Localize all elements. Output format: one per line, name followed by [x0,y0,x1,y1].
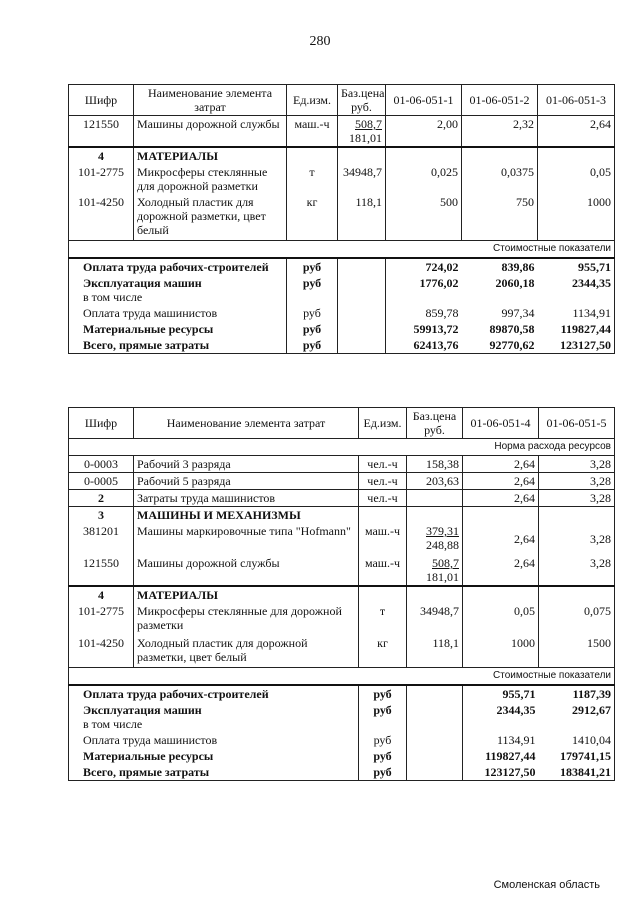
resource-table-2 [68,407,615,781]
page-number: 280 [309,34,331,49]
summary-row: Материальные ресурсы руб 119827,44 179741,15 [69,748,615,764]
col-code-header: Шифр [69,85,134,116]
col-code-1-header: 01-06-051-1 [386,85,462,116]
summary-row: Оплата труда машинистов руб 1134,91 1410,04 [69,732,615,748]
summary-row: Всего, прямые затраты руб 62413,76 92770,62 123127,50 [69,337,615,354]
table-row: 121550 Машины дорожной службы маш.-ч 508,7 181,01 2,64 3,28 [69,555,615,586]
table-row: 121550 Машины дорожной службы маш.-ч 508,7 181,01 2,00 2,32 2,64 [69,116,615,148]
summary-row: Оплата труда рабочих-строителей руб 955,71 1187,39 [69,685,615,702]
summary-row: Оплата труда рабочих-строителей руб 724,02 839,86 955,71 [69,258,615,275]
table-row: 101-4250 Холодный пластик для дорожной разметки, цвет белый кг 118,1 1000 1500 [69,635,615,668]
section-caption-row: Стоимостные показатели [69,241,615,259]
col-code-header: Шифр [69,408,134,439]
table-row: 0-0003 Рабочий 3 разряда чел.-ч 158,38 2,64 3,28 [69,456,615,473]
table-row: 101-4250 Холодный пластик для дорожной разметки, цвет белый кг 118,1 500 750 1000 [69,194,615,241]
col-unit-header: Ед.изм. [287,85,338,116]
col-name-header: Наименование элемента затрат [134,85,287,116]
col-code-3-header: 01-06-051-3 [538,85,615,116]
resource-table-1 [68,84,615,354]
table-row: 0-0005 Рабочий 5 разряда чел.-ч 203,63 2,64 3,28 [69,473,615,490]
table-row: 4 МАТЕРИАЛЫ [69,147,615,164]
col-price-header: Баз.цена руб. [407,408,463,439]
col-code-4-header: 01-06-051-4 [463,408,539,439]
col-price-header: Баз.цена руб. [338,85,386,116]
col-code-5-header: 01-06-051-5 [539,408,615,439]
col-name-header: Наименование элемента затрат [134,408,359,439]
table-row: 381201 Машины маркировочные типа "Hofmann" маш.-ч 379,31 248,88 2,64 3,28 [69,523,615,555]
table-row: 101-2775 Микросферы стеклянные для дорожной разметки т 34948,7 0,05 0,075 [69,603,615,635]
summary-row: Оплата труда машинистов руб 859,78 997,34 1134,91 [69,305,615,321]
col-code-2-header: 01-06-051-2 [462,85,538,116]
table-row: 4 МАТЕРИАЛЫ [69,586,615,603]
table-header [69,85,615,116]
footer-region: Смоленская область [493,879,600,891]
summary-row: Эксплуатация машин в том числе руб 2344,35 2912,67 [69,702,615,732]
section-caption-row: Стоимостные показатели [69,668,615,686]
summary-row: Всего, прямые затраты руб 123127,50 183841,21 [69,764,615,781]
table-row: 3 МАШИНЫ И МЕХАНИЗМЫ [69,507,615,524]
summary-row: Материальные ресурсы руб 59913,72 89870,58 119827,44 [69,321,615,337]
table-header [69,408,615,439]
col-unit-header: Ед.изм. [359,408,407,439]
summary-row: Эксплуатация машин в том числе руб 1776,02 2060,18 2344,35 [69,275,615,305]
table-row: 101-2775 Микросферы стеклянные для дорожной разметки т 34948,7 0,025 0,0375 0,05 [69,164,615,194]
norm-caption-row: Норма расхода ресурсов [69,439,615,456]
table-row: 2 Затраты труда машинистов чел.-ч 2,64 3,28 [69,490,615,507]
